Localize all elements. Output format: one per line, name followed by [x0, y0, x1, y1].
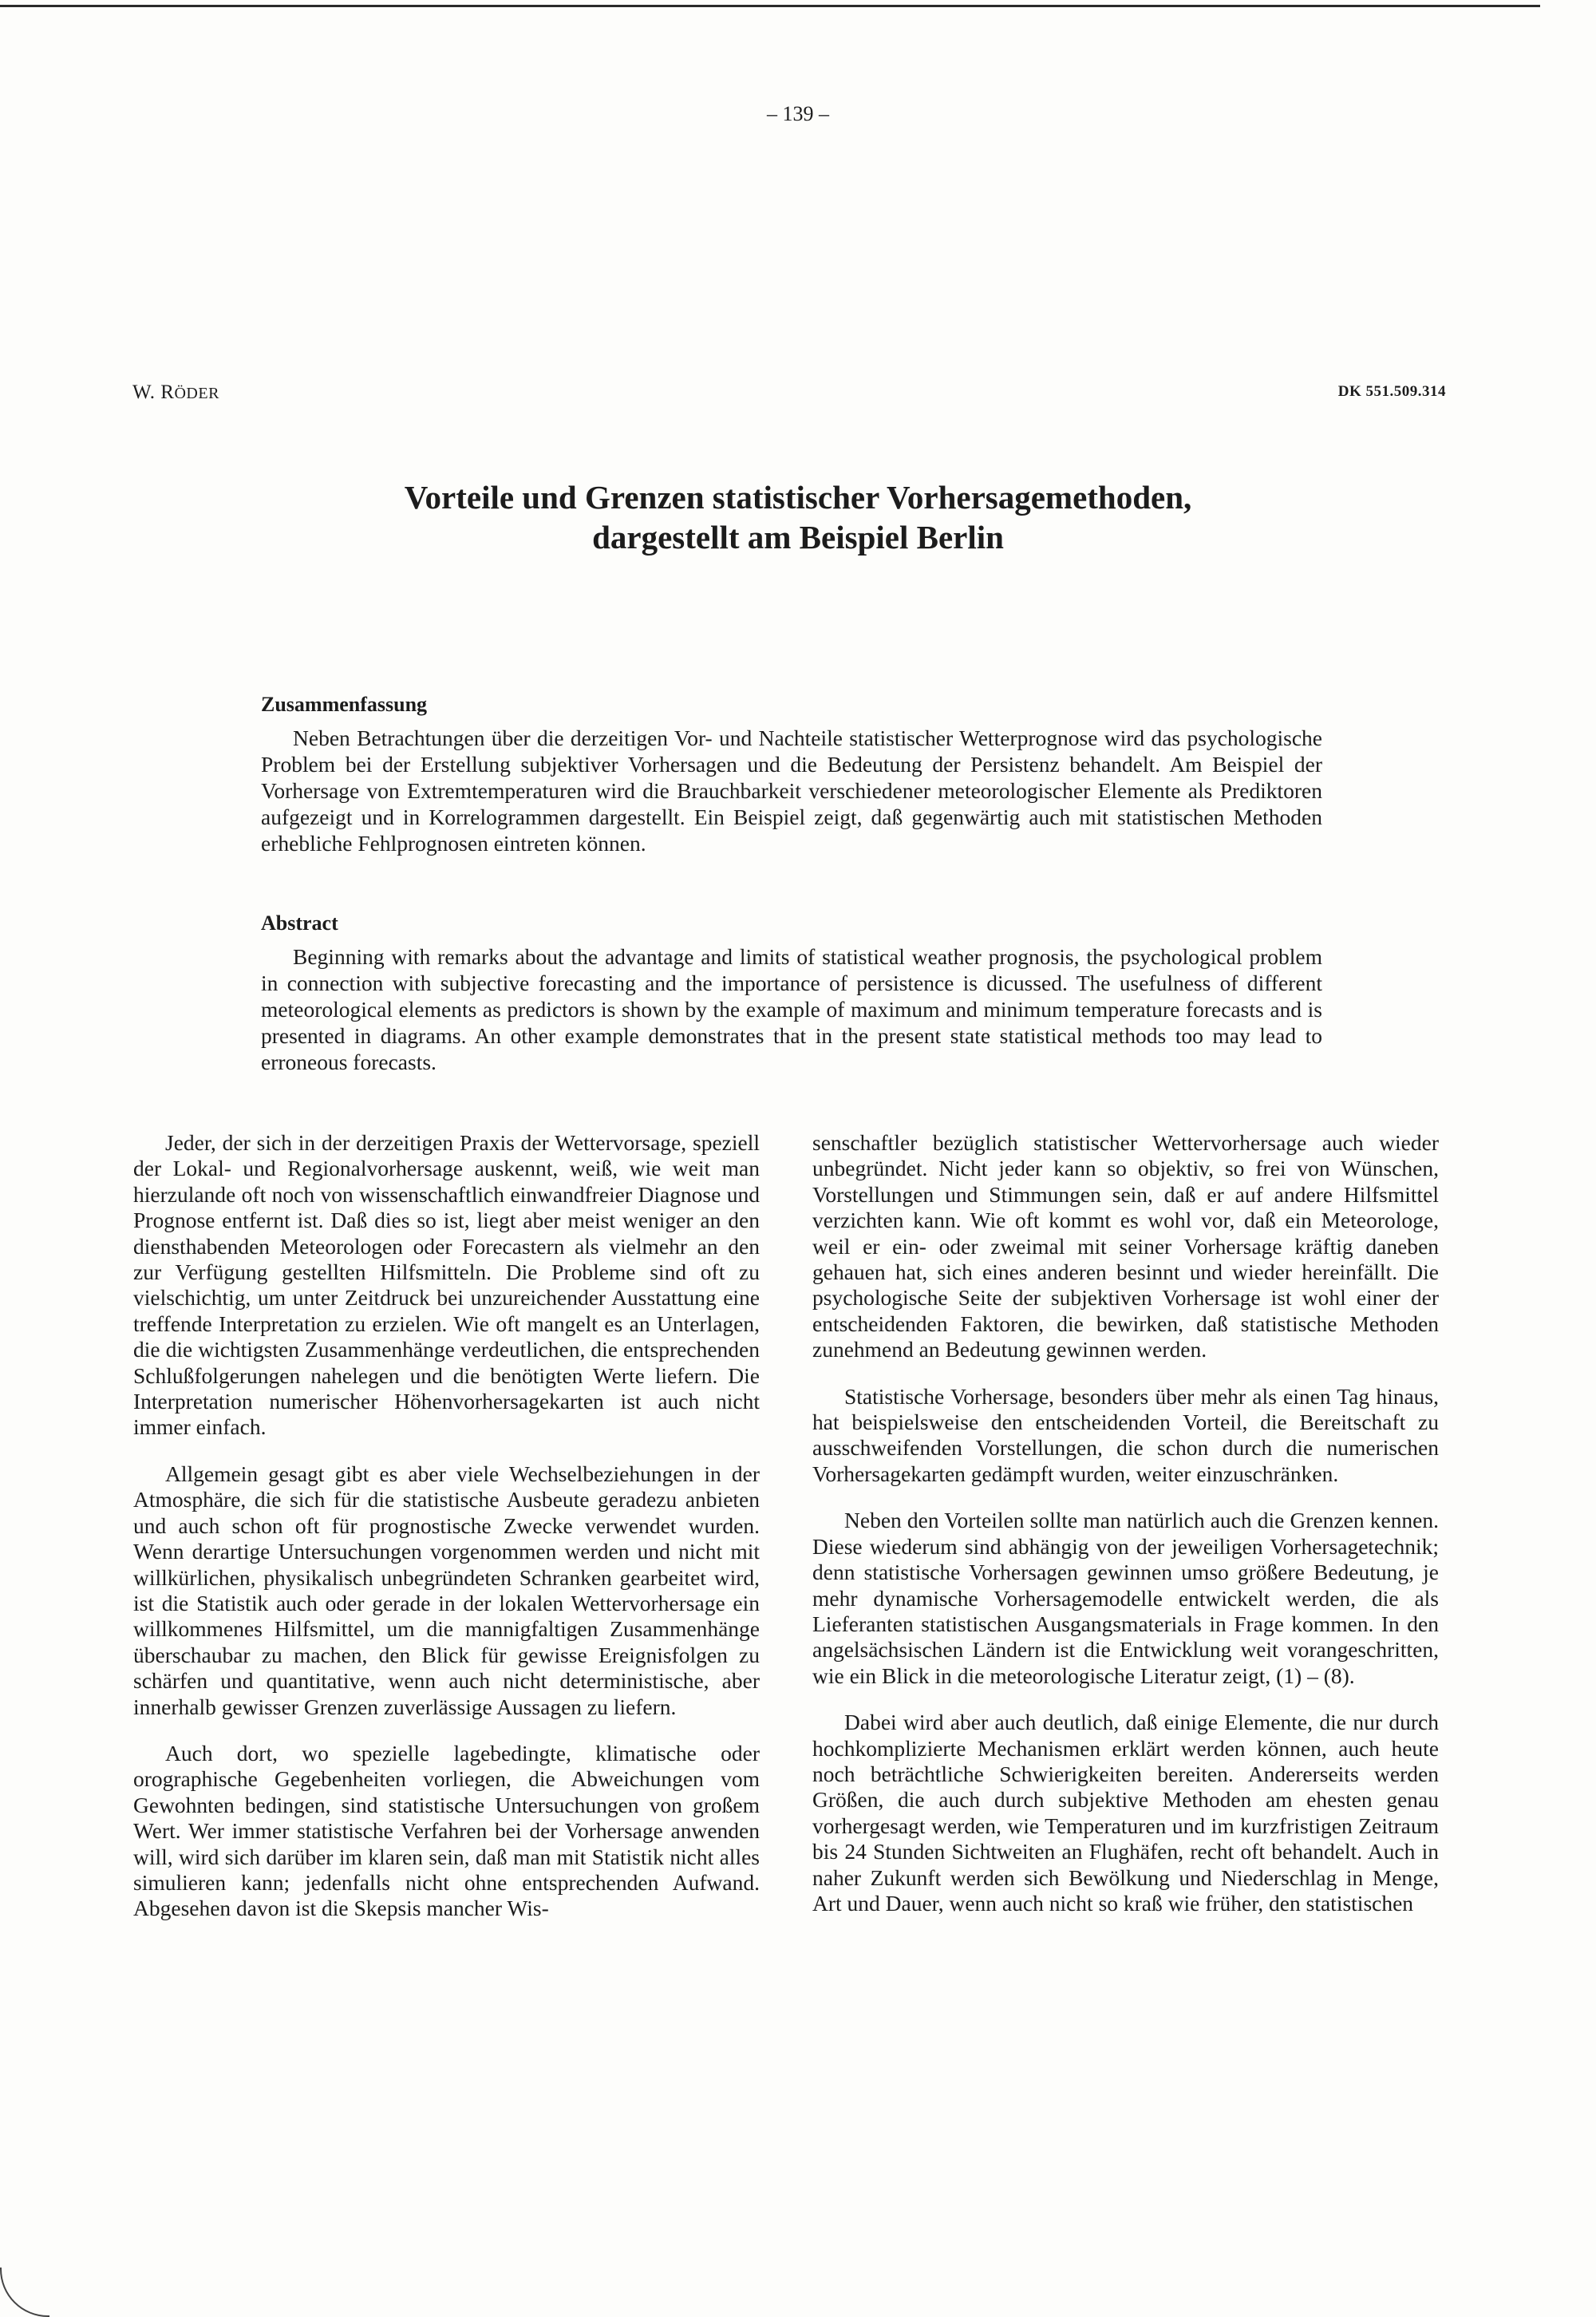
body-paragraph-continued: senschaftler bezüglich statistischer Wettervorhersage auch wieder unbegründet. Nicht jeder kann so objektiv, so frei von Wünschen, Vorstellungen und Stimmungen sein, daß er auf andere Hilfsmittel verzichten kann. Wie oft kommt es wohl vor, daß ein Meteorologe, weil er ein- oder zweimal mit seiner Vorhersage kräftig daneben gehauen hat, sich eines anderen besinnt und wieder hereinfällt. Die psychologische Seite der subjektiven Vorhersage ist wohl einer der entscheidenden Faktoren, die bewirken, daß statistische Methoden zunehmend an Bedeutung gewinnen werden. [812, 1130, 1439, 1362]
zusammenfassung-heading: Zusammenfassung [261, 693, 428, 716]
author-initial: W. R [132, 382, 175, 403]
body-column-right [812, 1130, 1439, 1937]
body-paragraph: Statistische Vorhersage, besonders über mehr als einen Tag hinaus, hat beispielsweise den entscheidenden Vorteil, die Bereitschaft zu ausschweifenden Vorstellungen, die schon durch die numerischen Vorhersagekarten gedämpft wurden, weiter einzuschränken. [812, 1383, 1439, 1486]
body-paragraph: Allgemein gesagt gibt es aber viele Wechselbeziehungen in der Atmosphäre, die sich für die statistische Ausbeute geradezu anbieten und auch schon oft für prognostische Zwecke verwendet wurden. Wenn derartige Untersuchungen vorgenommen werden und nicht mit willkürlichen, physikalisch unbegründeten Schranken gearbeitet wird, ist die Statistik auch oder gerade in der lokalen Wettervorhersage ein willkommenes Hilfsmittel, um die mannigfaltigen Zusammenhänge überschaubar zu machen, den Blick für gewisse Ereignisfolgen zu schärfen und quantitative, wenn auch nicht deterministische, aber innerhalb gewisser Grenzen zuverlässige Aussagen zu liefern. [133, 1461, 760, 1719]
title-line-2: dargestellt am Beispiel Berlin [592, 519, 1004, 556]
title-line-1: Vorteile und Grenzen statistischer Vorhersagemethoden, [404, 479, 1192, 516]
body-column-left [133, 1130, 760, 1943]
dk-classification: DK 551.509.314 [1337, 383, 1446, 400]
abstract-heading: Abstract [261, 911, 338, 935]
body-paragraph: Jeder, der sich in der derzeitigen Praxis der Wettervorsage, speziell der Lokal- und Regionalvorhersage auskennt, weiß, wie weit man hierzulande oft noch von wissenschaftlich einwandfreier Diagnose und Prognose entfernt ist. Daß dies so ist, liegt aber meist weniger an den diensthabenden Meteorologen oder Forecastern als vielmehr an den zur Verfügung gestellten Hilfsmitteln. Die Probleme sind oft zu vielschichtig, um unter Zeitdruck bei unzureichender Ausstattung eine treffende Interpretation zu erzielen. Wie oft mangelt es an Unterlagen, die die wichtigsten Zusammenhänge verdeutlichen, die entsprechenden Schlußfolgerungen nahelegen und die benötigten Werte liefern. Die Interpretation numerischer Höhenvorhersagekarten ist auch nicht immer einfach. [133, 1130, 760, 1440]
article-title [239, 477, 1357, 557]
page-corner-curl [0, 2268, 49, 2317]
zusammenfassung-section [261, 693, 1322, 856]
abstract-section [261, 911, 1322, 1075]
body-paragraph: Dabei wird aber auch deutlich, daß einige Elemente, die nur durch hochkomplizierte Mechanismen erklärt werden können, auch heute noch beträchtliche Schwierigkeiten bereiten. Andererseits werden Größen, die auch durch subjektive Methoden am ehesten genau vorhergesagt werden, wie Temperaturen und im kurzfristigen Zeitraum bis 24 Stunden Sichtweiten an Flughäfen, recht oft behandelt. Auch in naher Zukunft werden sich Bewölkung und Niederschlag in Menge, Art und Dauer, wenn auch nicht so kraß wie früher, den statistischen [812, 1710, 1439, 1916]
abstract-text: Beginning with remarks about the advantage and limits of statistical weather prognosis, the psychological problem in connection with subjective forecasting and the importance of persistence is dicussed. The usefulness of different meteorological elements as predictors is shown by the example of maximum and minimum temperature forecasts and is presented in diagrams. An other example demonstrates that in the present state statistical methods too may lead to erroneous forecasts. [261, 944, 1322, 1074]
author-surname-smallcaps: ÖDER [174, 385, 219, 402]
zusammenfassung-text: Neben Betrachtungen über die derzeitigen Vor- und Nachteile statistischer Wetterprognose wird das psychologische Problem bei der Erstellung subjektiver Vorhersagen und die Bedeutung der Persistenz behandelt. Am Beispiel der Vorhersage von Extremtemperaturen wird die Brauchbarkeit verschiedener meteorologischer Elemente als Prediktoren aufgezeigt und in Korrelogrammen dargestellt. Ein Beispiel zeigt, daß gegenwärtig auch mit statistischen Methoden erhebliche Fehlprognosen eintreten können. [261, 726, 1322, 856]
top-edge-rule [0, 5, 1540, 7]
author-name [132, 382, 219, 404]
page-number: – 139 – [767, 102, 829, 125]
body-paragraph: Auch dort, wo spezielle lagebedingte, klimatische oder orographische Gegebenheiten vorliegen, die Abweichungen vom Gewohnten bedingen, sind statistische Untersuchungen von großem Wert. Wer immer statistische Verfahren bei der Vorhersage anwenden will, wird sich darüber im klaren sein, daß man mit Statistik nicht alles simulieren kann; jedenfalls nicht ohne entsprechenden Aufwand. Abgesehen davon ist die Skepsis mancher Wis- [133, 1740, 760, 1921]
body-paragraph: Neben den Vorteilen sollte man natürlich auch die Grenzen kennen. Diese wiederum sind abhängig von der jeweiligen Vorhersagetechnik; denn statistische Vorhersagen gewinnen umso größere Bedeutung, je mehr dynamische Vorhersagemodelle entwickelt werden, die als Lieferanten statistischen Ausgangsmaterials in Frage kommen. In den angelsächsischen Ländern ist die Entwicklung weit vorangeschritten, wie ein Blick in die meteorologische Literatur zeigt, (1) – (8). [812, 1508, 1439, 1688]
